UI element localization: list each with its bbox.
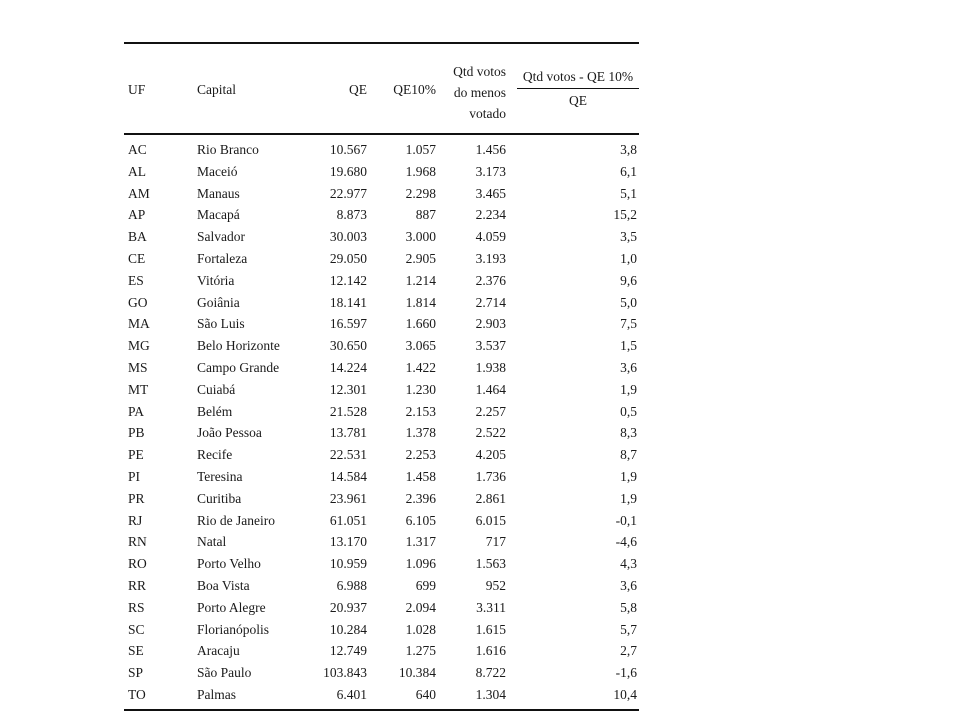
cell-qe10: 1.968 (405, 163, 436, 179)
cell-qtd-votos: 2.714 (475, 294, 506, 310)
cell-qe10: 1.057 (405, 142, 436, 157)
cell-qe10: 10.384 (398, 665, 436, 681)
cell-qe10: 1.275 (405, 643, 436, 659)
cell-qe: 8.873 (336, 207, 367, 223)
cell-capital: Maceió (197, 163, 238, 179)
cell-qtd-votos: 1.304 (475, 686, 506, 702)
cell-uf: BA (128, 229, 147, 245)
cell-uf: RO (128, 556, 147, 572)
cell-uf: SE (128, 643, 144, 659)
cell-qe: 22.531 (329, 447, 367, 463)
cell-uf: TO (128, 686, 146, 702)
cell-qe10: 1.096 (405, 556, 436, 572)
cell-qe10: 1.660 (405, 316, 436, 332)
cell-ratio: 1,9 (620, 381, 637, 397)
cell-capital: Goiânia (197, 294, 240, 310)
cell-uf: AL (128, 163, 146, 179)
cell-ratio: 5,0 (620, 294, 637, 310)
cell-ratio: 5,7 (620, 621, 637, 637)
table-row (124, 510, 639, 532)
table-row (124, 597, 639, 619)
cell-qe: 13.170 (329, 534, 367, 550)
table-row (124, 488, 639, 510)
cell-qe: 6.401 (336, 686, 367, 702)
cell-ratio: 3,8 (620, 142, 637, 157)
cell-qtd-votos: 3.311 (476, 599, 506, 615)
cell-capital: Macapá (197, 207, 240, 223)
cell-ratio: 1,9 (620, 490, 637, 506)
cell-qe10: 2.905 (405, 250, 436, 266)
cell-capital: Fortaleza (197, 250, 248, 266)
cell-capital: Boa Vista (197, 577, 250, 593)
header-ratio-denominator: QE (569, 93, 587, 108)
cell-ratio: 9,6 (620, 272, 637, 288)
table-row (124, 292, 639, 314)
cell-ratio: 6,1 (620, 163, 637, 179)
cell-qtd-votos: 952 (485, 577, 506, 593)
cell-capital: Cuiabá (197, 381, 236, 397)
cell-ratio: 5,1 (620, 185, 637, 201)
cell-capital: Porto Alegre (197, 599, 266, 615)
header-capital: Capital (197, 82, 236, 97)
cell-capital: Rio Branco (197, 142, 259, 157)
header-ratio-numerator: Qtd votos - QE 10% (517, 69, 639, 89)
cell-ratio: 8,3 (620, 425, 637, 441)
data-table (124, 42, 639, 711)
cell-ratio: 1,0 (620, 250, 637, 266)
cell-uf: RN (128, 534, 147, 550)
table-row (124, 183, 639, 205)
table-body (124, 135, 639, 709)
cell-uf: ES (128, 272, 144, 288)
table-row (124, 139, 639, 161)
cell-ratio: 2,7 (620, 643, 637, 659)
cell-qe10: 1.814 (405, 294, 436, 310)
cell-ratio: -4,6 (615, 534, 637, 550)
cell-uf: AP (128, 207, 146, 223)
cell-qe: 29.050 (329, 250, 367, 266)
cell-ratio: 0,5 (620, 403, 637, 419)
cell-qtd-votos: 2.376 (475, 272, 506, 288)
cell-qe: 23.961 (329, 490, 367, 506)
cell-qtd-votos: 3.193 (475, 250, 506, 266)
header-qtd-line1: Qtd votos (453, 64, 506, 79)
cell-qe: 13.781 (329, 425, 367, 441)
cell-qe10: 699 (415, 577, 436, 593)
cell-qtd-votos: 2.234 (475, 207, 506, 223)
cell-capital: Belo Horizonte (197, 338, 280, 354)
cell-qtd-votos: 717 (485, 534, 506, 550)
cell-qe10: 1.458 (405, 468, 436, 484)
cell-uf: PA (128, 403, 145, 419)
cell-ratio: 4,3 (620, 556, 637, 572)
cell-qtd-votos: 2.903 (475, 316, 506, 332)
table-row (124, 248, 639, 270)
cell-capital: Natal (197, 534, 227, 550)
cell-qtd-votos: 2.522 (475, 425, 506, 441)
cell-capital: Rio de Janeiro (197, 512, 275, 528)
cell-qe: 12.301 (329, 381, 367, 397)
table-row (124, 379, 639, 401)
table-row (124, 684, 639, 706)
header-qtd-line3: votado (469, 106, 506, 121)
cell-capital: Teresina (197, 468, 243, 484)
cell-qe10: 1.422 (405, 359, 436, 375)
cell-ratio: 5,8 (620, 599, 637, 615)
header-qe10: QE10% (393, 82, 436, 97)
cell-qtd-votos: 6.015 (475, 512, 506, 528)
cell-ratio: 7,5 (620, 316, 637, 332)
cell-qe: 10.567 (329, 142, 367, 157)
cell-uf: RS (128, 599, 145, 615)
table-row (124, 270, 639, 292)
cell-qe: 21.528 (329, 403, 367, 419)
cell-qe: 16.597 (329, 316, 367, 332)
cell-qe10: 887 (415, 207, 436, 223)
cell-capital: Vitória (197, 272, 235, 288)
cell-ratio: 3,6 (620, 359, 637, 375)
header-qtd-votos (453, 61, 506, 124)
cell-ratio: 3,6 (620, 577, 637, 593)
cell-qtd-votos: 4.205 (475, 447, 506, 463)
cell-uf: PR (128, 490, 145, 506)
cell-qe: 6.988 (336, 577, 367, 593)
table-row (124, 575, 639, 597)
table-row (124, 357, 639, 379)
cell-qe: 12.749 (329, 643, 367, 659)
cell-capital: Aracaju (197, 643, 240, 659)
table-row (124, 553, 639, 575)
cell-uf: PI (128, 468, 141, 484)
cell-qtd-votos: 1.938 (475, 359, 506, 375)
header-ratio (517, 69, 639, 109)
cell-uf: RJ (128, 512, 143, 528)
cell-qe10: 2.298 (405, 185, 436, 201)
cell-uf: MS (128, 359, 148, 375)
table-row (124, 444, 639, 466)
table-row (124, 313, 639, 335)
cell-ratio: -1,6 (615, 665, 637, 681)
table-row (124, 401, 639, 423)
cell-capital: Florianópolis (197, 621, 270, 637)
cell-qe: 14.584 (329, 468, 367, 484)
cell-uf: MT (128, 381, 149, 397)
cell-qe10: 3.065 (405, 338, 436, 354)
table-row (124, 204, 639, 226)
cell-qe10: 6.105 (405, 512, 436, 528)
cell-qtd-votos: 1.615 (475, 621, 506, 637)
header-qtd-line2: do menos (453, 85, 506, 100)
cell-qe10: 2.153 (405, 403, 436, 419)
cell-capital: São Paulo (197, 665, 252, 681)
cell-capital: João Pessoa (197, 425, 262, 441)
cell-qe10: 2.253 (405, 447, 436, 463)
table-row (124, 422, 639, 444)
cell-qe10: 1.317 (405, 534, 436, 550)
table-row (124, 531, 639, 553)
table-row (124, 335, 639, 357)
cell-qe10: 1.378 (405, 425, 436, 441)
cell-capital: Recife (197, 447, 233, 463)
cell-ratio: 15,2 (613, 207, 637, 223)
cell-qe10: 3.000 (405, 229, 436, 245)
cell-qe: 12.142 (329, 272, 367, 288)
cell-qe: 14.224 (329, 359, 367, 375)
cell-qe10: 1.214 (405, 272, 436, 288)
cell-qe: 103.843 (323, 665, 367, 681)
cell-qe: 30.650 (329, 338, 367, 354)
cell-capital: Porto Velho (197, 556, 261, 572)
cell-uf: MG (128, 338, 150, 354)
cell-qe10: 1.028 (405, 621, 436, 637)
cell-ratio: 3,5 (620, 229, 637, 245)
cell-qtd-votos: 8.722 (475, 665, 506, 681)
cell-qtd-votos: 3.173 (475, 163, 506, 179)
cell-qtd-votos: 3.465 (475, 185, 506, 201)
cell-qe10: 2.396 (405, 490, 436, 506)
cell-qe: 10.959 (329, 556, 367, 572)
cell-qe: 22.977 (329, 185, 367, 201)
cell-qe: 18.141 (329, 294, 367, 310)
cell-qtd-votos: 1.563 (475, 556, 506, 572)
cell-capital: Manaus (197, 185, 240, 201)
cell-qtd-votos: 1.736 (475, 468, 506, 484)
table-row (124, 466, 639, 488)
cell-qe: 30.003 (329, 229, 367, 245)
table-row (124, 161, 639, 183)
cell-uf: CE (128, 250, 146, 266)
cell-qe: 20.937 (329, 599, 367, 615)
cell-qe10: 2.094 (405, 599, 436, 615)
cell-uf: PB (128, 425, 145, 441)
cell-ratio: 1,5 (620, 338, 637, 354)
table-row (124, 619, 639, 641)
cell-ratio: 8,7 (620, 447, 637, 463)
header-qe: QE (349, 82, 367, 97)
cell-uf: PE (128, 447, 144, 463)
cell-qe10: 640 (415, 686, 436, 702)
cell-ratio: 1,9 (620, 468, 637, 484)
cell-qtd-votos: 1.616 (475, 643, 506, 659)
bottom-rule (124, 709, 639, 711)
table-row (124, 662, 639, 684)
cell-qtd-votos: 1.464 (475, 381, 506, 397)
cell-uf: AM (128, 185, 150, 201)
cell-qe: 19.680 (329, 163, 367, 179)
cell-capital: Belém (197, 403, 233, 419)
cell-uf: RR (128, 577, 147, 593)
table-row (124, 640, 639, 662)
cell-qtd-votos: 2.257 (475, 403, 506, 419)
cell-uf: MA (128, 316, 150, 332)
cell-qe: 61.051 (329, 512, 367, 528)
cell-capital: Curitiba (197, 490, 242, 506)
table-row (124, 226, 639, 248)
table-header (124, 44, 639, 133)
cell-capital: Campo Grande (197, 359, 280, 375)
cell-qtd-votos: 4.059 (475, 229, 506, 245)
cell-uf: GO (128, 294, 148, 310)
cell-capital: Salvador (197, 229, 245, 245)
cell-ratio: 10,4 (613, 686, 637, 702)
cell-qe: 10.284 (329, 621, 367, 637)
cell-qtd-votos: 1.456 (475, 142, 506, 157)
cell-uf: AC (128, 142, 147, 157)
cell-uf: SP (128, 665, 144, 681)
cell-ratio: -0,1 (615, 512, 637, 528)
cell-qtd-votos: 2.861 (475, 490, 506, 506)
cell-qtd-votos: 3.537 (475, 338, 506, 354)
cell-capital: São Luis (197, 316, 245, 332)
cell-capital: Palmas (197, 686, 236, 702)
cell-qe10: 1.230 (405, 381, 436, 397)
header-uf: UF (128, 82, 146, 97)
cell-uf: SC (128, 621, 145, 637)
